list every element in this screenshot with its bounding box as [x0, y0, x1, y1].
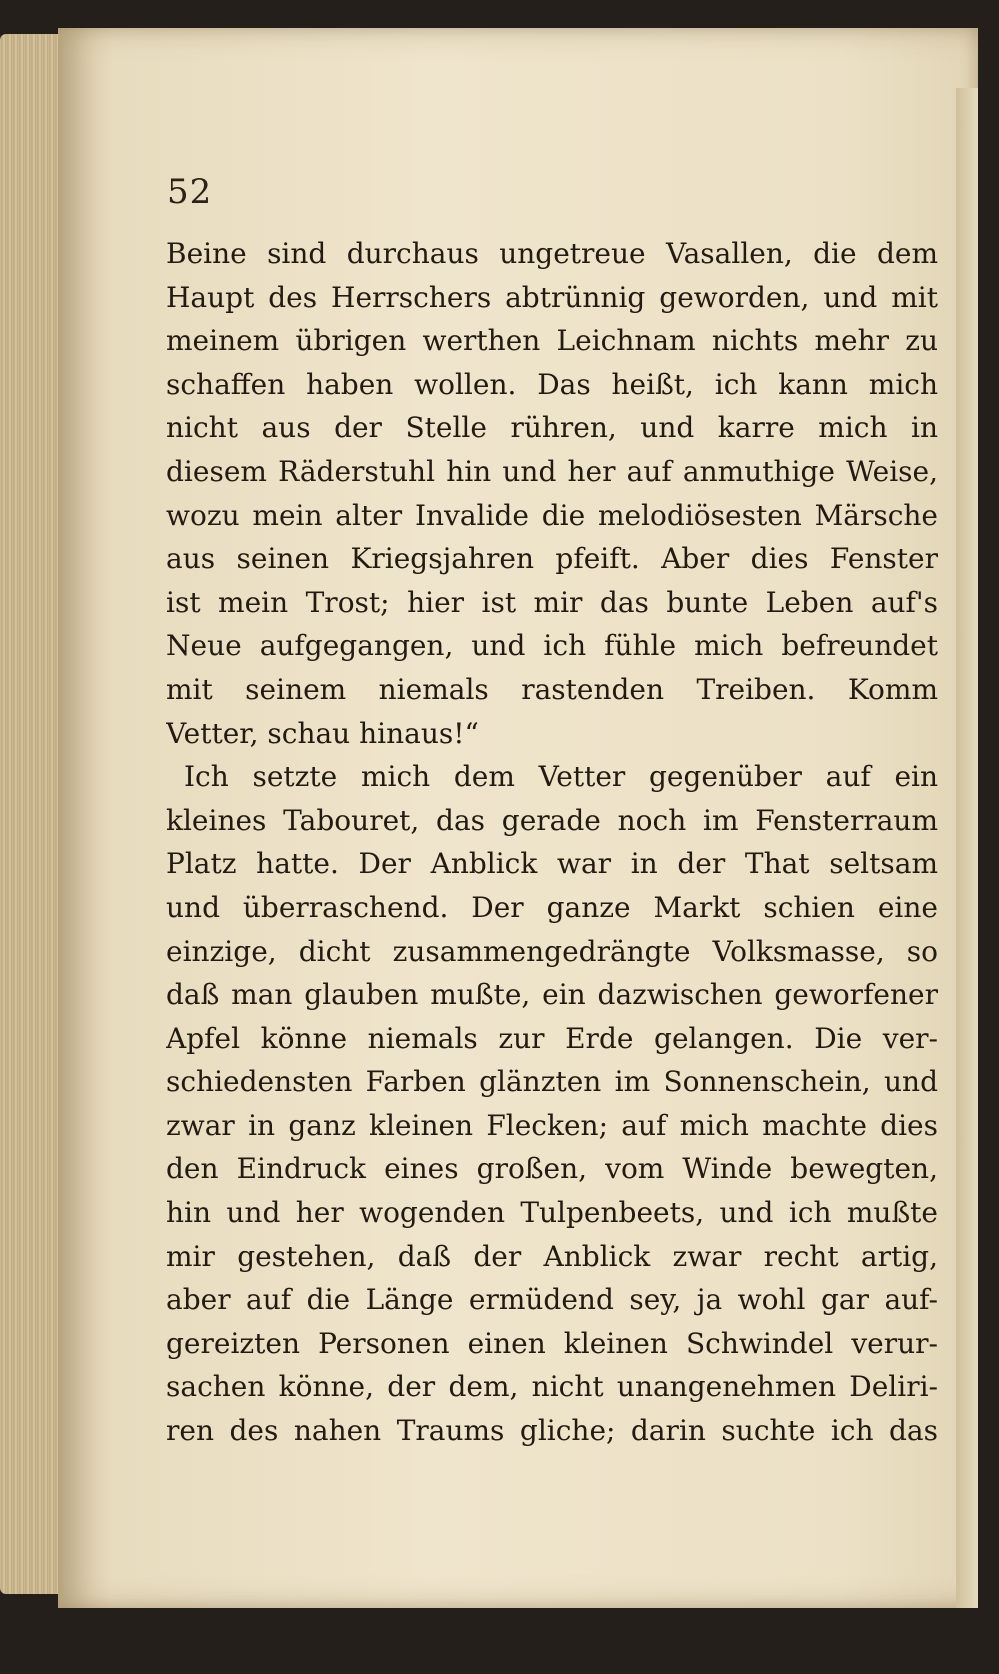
text-line: Vetter, schau hinaus!“	[166, 716, 479, 750]
text-line: daß man glauben mußte, ein dazwischen geworfener	[166, 978, 938, 1012]
text-line: ren des nahen Traums gliche; darin suchte ich das	[166, 1414, 938, 1448]
text-line: gereizten Personen einen kleinen Schwindel verur-	[166, 1326, 938, 1360]
text-line: zwar in ganz kleinen Flecken; auf mich machte dies	[166, 1108, 938, 1142]
text-line: Beine sind durchaus ungetreue Vasallen, die dem	[166, 237, 938, 270]
text-line: hin und her wogenden Tulpenbeets, und ich mußte	[166, 1196, 938, 1230]
text-line: meinem übrigen werthen Leichnam nichts mehr zu	[166, 324, 938, 358]
text-line: schaffen haben wollen. Das heißt, ich kann mich	[166, 367, 938, 401]
text-line: wozu mein alter Invalide die melodiösesten Märsche	[166, 498, 938, 532]
text-line: Ich setzte mich dem Vetter gegenüber auf ein	[184, 760, 938, 794]
page-number: 52	[167, 172, 213, 212]
text-line: den Eindruck eines großen, vom Winde bewegten,	[166, 1152, 938, 1186]
text-line: mit seinem niemals rastenden Treiben. Komm	[166, 672, 938, 706]
body-text	[166, 232, 938, 1453]
text-line: schiedensten Farben glänzten im Sonnenschein, und	[166, 1065, 938, 1099]
text-line: und überraschend. Der ganze Markt schien eine	[166, 890, 938, 924]
text-line: kleines Tabouret, das gerade noch im Fensterraum	[166, 803, 938, 837]
text-line: Neue aufgegangen, und ich fühle mich befreundet	[166, 629, 938, 663]
text-line: einzige, dicht zusammengedrängte Volksmasse, so	[166, 934, 938, 968]
text-line: aber auf die Länge ermüdend sey, ja wohl gar auf-	[166, 1283, 938, 1317]
text-line: ist mein Trost; hier ist mir das bunte Leben auf's	[166, 585, 938, 619]
text-line: Apfel könne niemals zur Erde gelangen. Die ver-	[166, 1021, 938, 1055]
text-line: aus seinen Kriegsjahren pfeift. Aber dies Fenster	[166, 542, 938, 576]
text-line: mir gestehen, daß der Anblick zwar recht artig,	[166, 1239, 938, 1273]
text-line: Haupt des Herrschers abtrünnig geworden, und mit	[166, 280, 938, 314]
text-line: nicht aus der Stelle rühren, und karre mich in	[166, 411, 938, 445]
text-line: sachen könne, der dem, nicht unangenehmen Deliri-	[166, 1370, 938, 1404]
text-line: Platz hatte. Der Anblick war in der That seltsam	[166, 847, 938, 881]
text-line: diesem Räderstuhl hin und her auf anmuthige Weise,	[166, 454, 938, 488]
page-right-edge	[956, 88, 978, 1608]
